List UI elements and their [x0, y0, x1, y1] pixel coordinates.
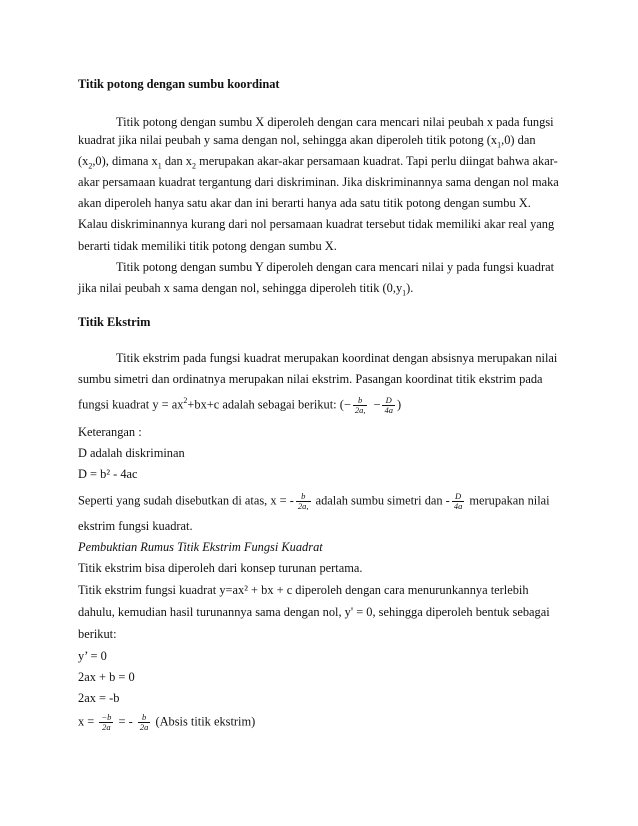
paragraph-line: berikut: — [78, 627, 117, 641]
keterangan-line: D adalah diskriminan — [78, 446, 185, 460]
paragraph-line: Kalau diskriminannya kurang dari nol persamaan kuadrat tersebut tidak memiliki akar real yang — [78, 217, 555, 231]
proof-heading: Pembuktian Rumus Titik Ekstrim Fungsi Kuadrat — [78, 540, 323, 554]
paragraph-line: $(x_2,0)$, dimana $x_1$ dan $x_2$ merupakan akar-akar persamaan kuadrat. Tapi perlu diingat bahwa akar- — [78, 154, 558, 171]
fraction-b-over-2a: $\frac{b}{2a,}$ — [354, 395, 366, 415]
paragraph-line: berarti tidak memiliki titik potong dengan sumbu X. — [78, 239, 337, 253]
paragraph-line: Seperti yang sudah disebutkan di atas, x = - $\frac{b}{2a,}$ adalah sumbu simetri dan - $\frac{D}{4a}$ merupakan nilai — [78, 491, 550, 511]
keterangan-line: D = b² - 4ac — [78, 467, 138, 481]
equation-line: 2ax = -b — [78, 691, 120, 705]
paragraph-line: jika nilai peubah x sama dengan nol, sehingga diperoleh titik $(0,y_1)$. — [78, 281, 414, 298]
paragraph-line: Titik ekstrim fungsi kuadrat y=ax² + bx + c diperoleh dengan cara menurunkannya terlebih — [78, 583, 529, 597]
keterangan-label: Keterangan : — [78, 425, 142, 439]
paragraph-line: dahulu, kemudian hasil turunannya sama dengan nol, y' = 0, sehingga diperoleh bentuk sebagai — [78, 605, 550, 619]
paragraph-line: Titik potong dengan sumbu X diperoleh dengan cara mencari nilai peubah x pada fungsi — [116, 115, 554, 129]
equation-line: x = $\frac{-b}{2a}$ = - $\frac{b}{2a}$ (Absis titik ekstrim) — [78, 712, 256, 732]
paragraph-line: Titik ekstrim bisa diperoleh dari konsep turunan pertama. — [78, 561, 363, 575]
fraction-b-over-2a: $\frac{b}{2a,}$ — [297, 491, 309, 511]
paragraph-line: Titik potong dengan sumbu Y diperoleh dengan cara mencari nilai y pada fungsi kuadrat — [116, 260, 555, 274]
fraction-d-over-4a: $\frac{D}{4a}$ — [453, 491, 463, 511]
section-heading-titik-potong: Titik potong dengan sumbu koordinat — [78, 77, 280, 91]
paragraph-line: akan diperoleh hanya satu akar dan ini berarti hanya ada satu titik potong dengan sumbu X. — [78, 196, 531, 210]
section-heading-titik-ekstrim: Titik Ekstrim — [78, 315, 151, 329]
fraction-d-over-4a: $\frac{D}{4a}$ — [384, 395, 393, 415]
fraction-b-over-2a: $\frac{b}{2a}$ — [139, 712, 149, 732]
paragraph-line: kuadrat jika nilai peubah y sama dengan nol, sehingga akan diperoleh titik potong $(x_1,0)$ dan — [78, 133, 536, 150]
fraction-neg-b-over-2a: $\frac{-b}{2a}$ — [101, 712, 112, 732]
paragraph-line: sumbu simetri dan ordinatnya merupakan nilai ekstrim. Pasangan koordinat titik ekstrim pada — [78, 372, 543, 386]
equation-line: y’ = 0 — [78, 649, 107, 663]
paragraph-line: fungsi kuadrat $y = ax^2+bx+c$ adalah sebagai berikut: (− $\frac{b}{2a,}$ − $\frac{D}{4a}$ ) — [78, 395, 402, 415]
paragraph-line: akar persamaan kuadrat tergantung dari diskriminan. Jika diskriminannya sama dengan nol maka — [78, 175, 559, 189]
equation-line: 2ax + b = 0 — [78, 670, 135, 684]
paragraph-line: ekstrim fungsi kuadrat. — [78, 519, 193, 533]
paragraph-line: Titik ekstrim pada fungsi kuadrat merupakan koordinat dengan absisnya merupakan nilai — [116, 351, 558, 365]
